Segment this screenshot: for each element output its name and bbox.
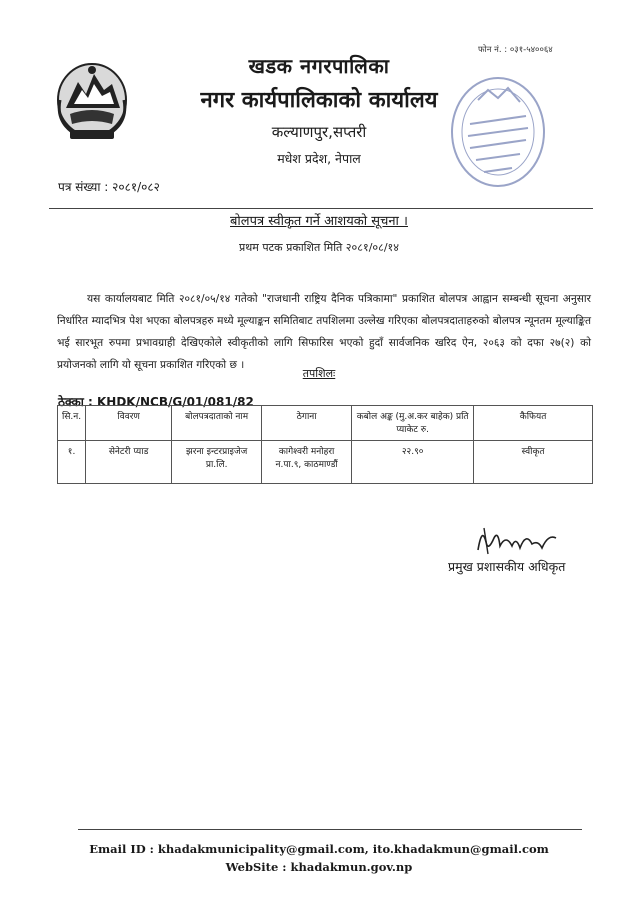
office-location: कल्याणपुर,सप्तरी [271, 123, 367, 141]
award-table [57, 405, 593, 484]
notice-body-text: यस कार्यालयबाट मिति २०८१/०५/१४ गतेको "राजधानी राष्ट्रिय दैनिक पत्रिकामा" प्रकाशित बोलपत्र आह्वान सम्बन्धी सूचना अनुसार निर्धारित म्यादभित्र पेश भएका बोलपत्रहरु मध्ये मूल्याङ्कन समितिबाट तपशिलमा उल्लेख गरिएका बोलपत्रदाताहरुको बोलपत्र न्यूनतम मूल्याङ्कित भई सारभूत रुपमा प्रभावग्राही देखिएकोले स्वीकृतीको लागि सिफारिस भएको हुदाँ सार्वजनिक खरिद ऐन, २०६३ को दफा २७(२) को प्रयोजनको लागि यो सूचना प्रकाशित गरिएको छ । [57, 293, 591, 371]
province: मधेश प्रदेश, नेपाल [277, 151, 361, 166]
phone-number: फोन नं. : ०३१-५४००६४ [478, 45, 553, 55]
table-header-cell: कैफियत [474, 406, 593, 441]
contract-number: ठेक्का : KHDK/NCB/G/01/081/82 [58, 395, 254, 409]
footer-website: WebSite : khadakmun.gov.np [225, 860, 413, 874]
table-header-cell: ठेगाना [262, 406, 352, 441]
table-cell: कागेश्वरी मनोहरा न.पा.९, काठमाण्डौं [262, 441, 352, 484]
table-header-cell: विवरण [86, 406, 172, 441]
table-cell: झरना इन्टरप्राइजेज प्रा.लि. [172, 441, 262, 484]
table-cell: २२.९० [352, 441, 474, 484]
footer-divider [78, 829, 582, 830]
table-header-row [58, 406, 593, 441]
published-date: प्रथम पटक प्रकाशित मिति २०८१/०८/१४ [239, 241, 399, 254]
table-row [58, 441, 593, 484]
table-header-cell: बोलपत्रदाताको नाम [172, 406, 262, 441]
office-name: नगर कार्यपालिकाको कार्यालय [200, 88, 438, 113]
reference-number: पत्र संख्या : २०८१/०८२ [58, 180, 160, 194]
table-header-cell: सि.न. [58, 406, 86, 441]
header-divider [49, 208, 593, 209]
org-name: खडक नगरपालिका [248, 54, 390, 78]
table-header-cell: कबोल अङ्क (मु.अ.कर बाहेक) प्रति प्याकेट रु. [352, 406, 474, 441]
notice-subject: बोलपत्र स्वीकृत गर्ने आशयको सूचना । [230, 214, 408, 229]
table-cell: १. [58, 441, 86, 484]
table-cell: स्वीकृत [474, 441, 593, 484]
footer-email: Email ID : khadakmunicipality@gmail.com, ito.khadakmun@gmail.com [89, 842, 549, 856]
notice-body [57, 288, 591, 376]
office-stamp [448, 72, 548, 194]
details-heading: तपशिलः [302, 367, 336, 380]
signatory-title: प्रमुख प्रशासकीय अधिकृत [448, 559, 566, 574]
table-cell: सेनेटरी प्याड [86, 441, 172, 484]
